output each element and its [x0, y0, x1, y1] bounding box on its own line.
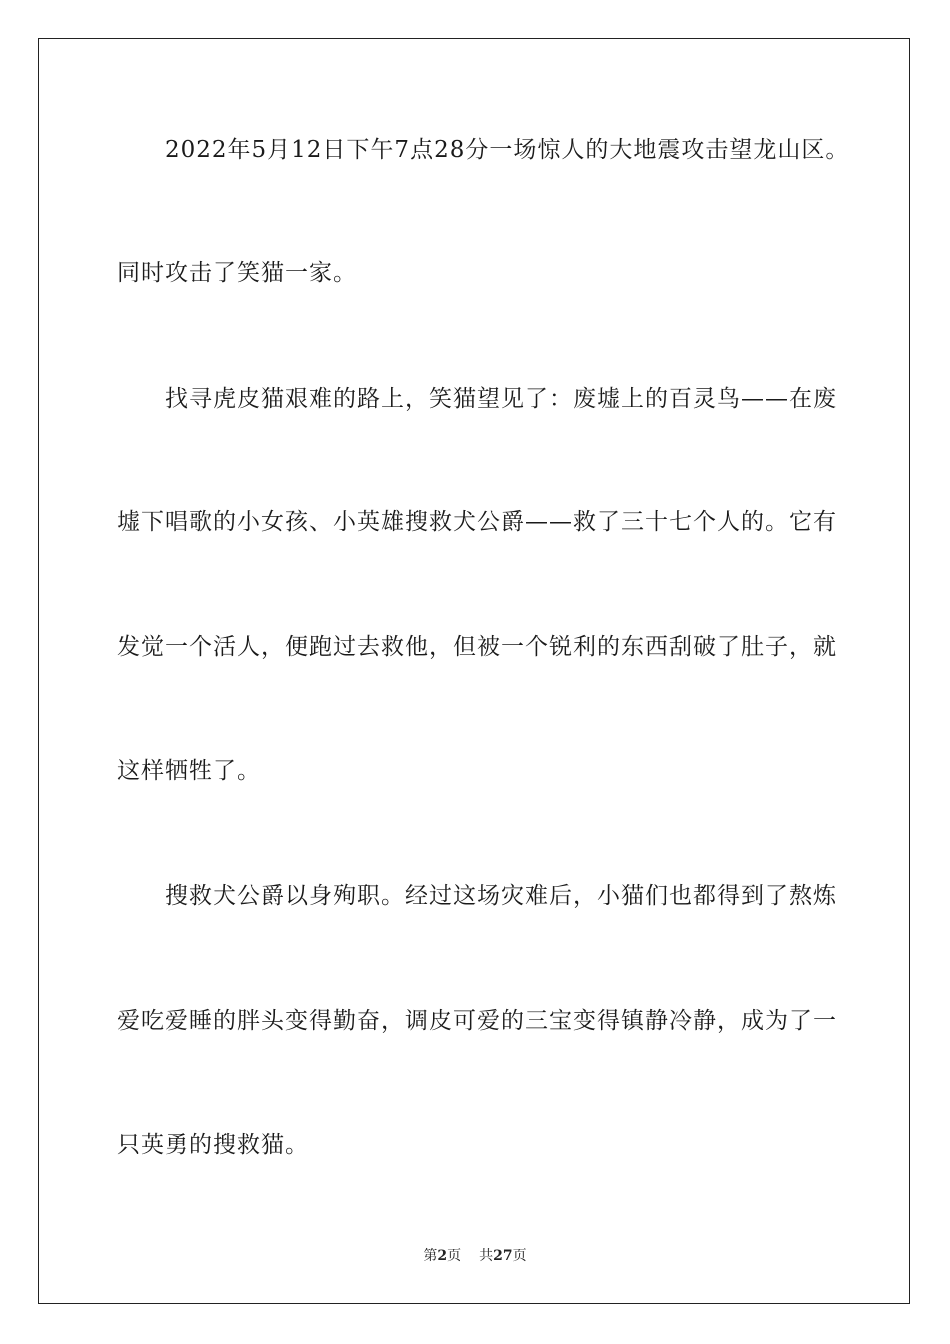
paragraph-2-line-4: 这样牺牲了。	[117, 758, 261, 784]
page-suffix: 页	[447, 1248, 462, 1264]
total-suffix: 页	[512, 1248, 527, 1264]
page-border	[38, 38, 910, 1304]
paragraph-3-line-3: 只英勇的搜救猫。	[117, 1132, 309, 1158]
paragraph-1-line-1: 2022年5月12日下午7点28分一场惊人的大地震攻击望龙山区。	[165, 137, 850, 163]
paragraph-2-line-3: 发觉一个活人，便跑过去救他，但被一个锐利的东西刮破了肚子，就	[117, 634, 837, 660]
paragraph-3-line-2: 爱吃爱睡的胖头变得勤奋，调皮可爱的三宝变得镇静冷静，成为了一	[117, 1008, 837, 1034]
total-prefix: 共	[479, 1248, 494, 1264]
page-number: 2	[437, 1248, 448, 1264]
page-footer	[0, 1247, 950, 1265]
paragraph-2-line-1: 找寻虎皮猫艰难的路上，笑猫望见了：废墟上的百灵鸟——在废	[165, 386, 837, 412]
total-pages: 27	[493, 1248, 513, 1264]
paragraph-3-line-1: 搜救犬公爵以身殉职。经过这场灾难后，小猫们也都得到了熬炼	[165, 883, 837, 909]
page-prefix: 第	[423, 1248, 438, 1264]
paragraph-1-line-2: 同时攻击了笑猫一家。	[117, 260, 357, 286]
paragraph-2-line-2: 墟下唱歌的小女孩、小英雄搜救犬公爵——救了三十七个人的。它有	[117, 509, 837, 535]
